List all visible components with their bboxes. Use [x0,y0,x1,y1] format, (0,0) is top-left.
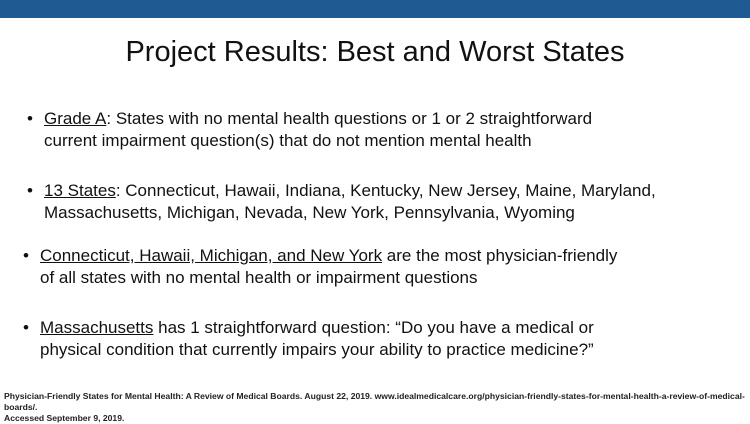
bullet-line-2: Massachusetts, Michigan, Nevada, New York, Pennsylvania, Wyoming [44,203,575,222]
bullet-lead: Massachusetts [40,318,154,337]
bullet-text: has 1 straightforward question: “Do you have a medical or [153,318,594,337]
bullet-lead: Grade A [44,109,107,128]
bullet-line [40,317,594,339]
bullet-line [44,108,592,130]
bullet-text: : Connecticut, Hawaii, Indiana, Kentucky, New Jersey, Maine, Maryland, [115,181,656,200]
bullet-text: : States with no mental health questions or 1 or 2 straightforward [106,109,593,128]
bullet-line [44,180,656,202]
top-accent-bar [0,0,750,18]
bullet-line [40,245,617,267]
bullet-grade-a [27,108,593,152]
slide-title: Project Results: Best and Worst States [125,36,625,68]
bullet-most-friendly [23,245,618,289]
bullet-lead: 13 States [44,181,116,200]
citation-footer [4,391,746,424]
bullet-massachusetts [23,317,594,361]
bullet-line-2: of all states with no mental health or impairment questions [40,268,478,287]
bullet-text: are the most physician-friendly [382,246,618,265]
bullet-marker: • [27,181,33,200]
citation-line-2: Accessed September 9, 2019. [4,413,125,423]
bullet-line-2: current impairment question(s) that do not mention mental health [44,131,532,150]
bullet-marker: • [23,246,29,265]
bullet-marker: • [23,318,29,337]
bullet-lead: Connecticut, Hawaii, Michigan, and New York [40,246,383,265]
bullet-line-2: physical condition that currently impairs your ability to practice medicine?” [40,340,594,359]
bullet-marker: • [27,109,33,128]
citation-line-1: Physician-Friendly States for Mental Health: A Review of Medical Boards. August 22, 2019. www.idealmedicalcare.org/physician-friendly-states-for-mental-health-a-review-of-medical-boards/. [4,391,745,412]
bullet-13-states [27,180,656,224]
